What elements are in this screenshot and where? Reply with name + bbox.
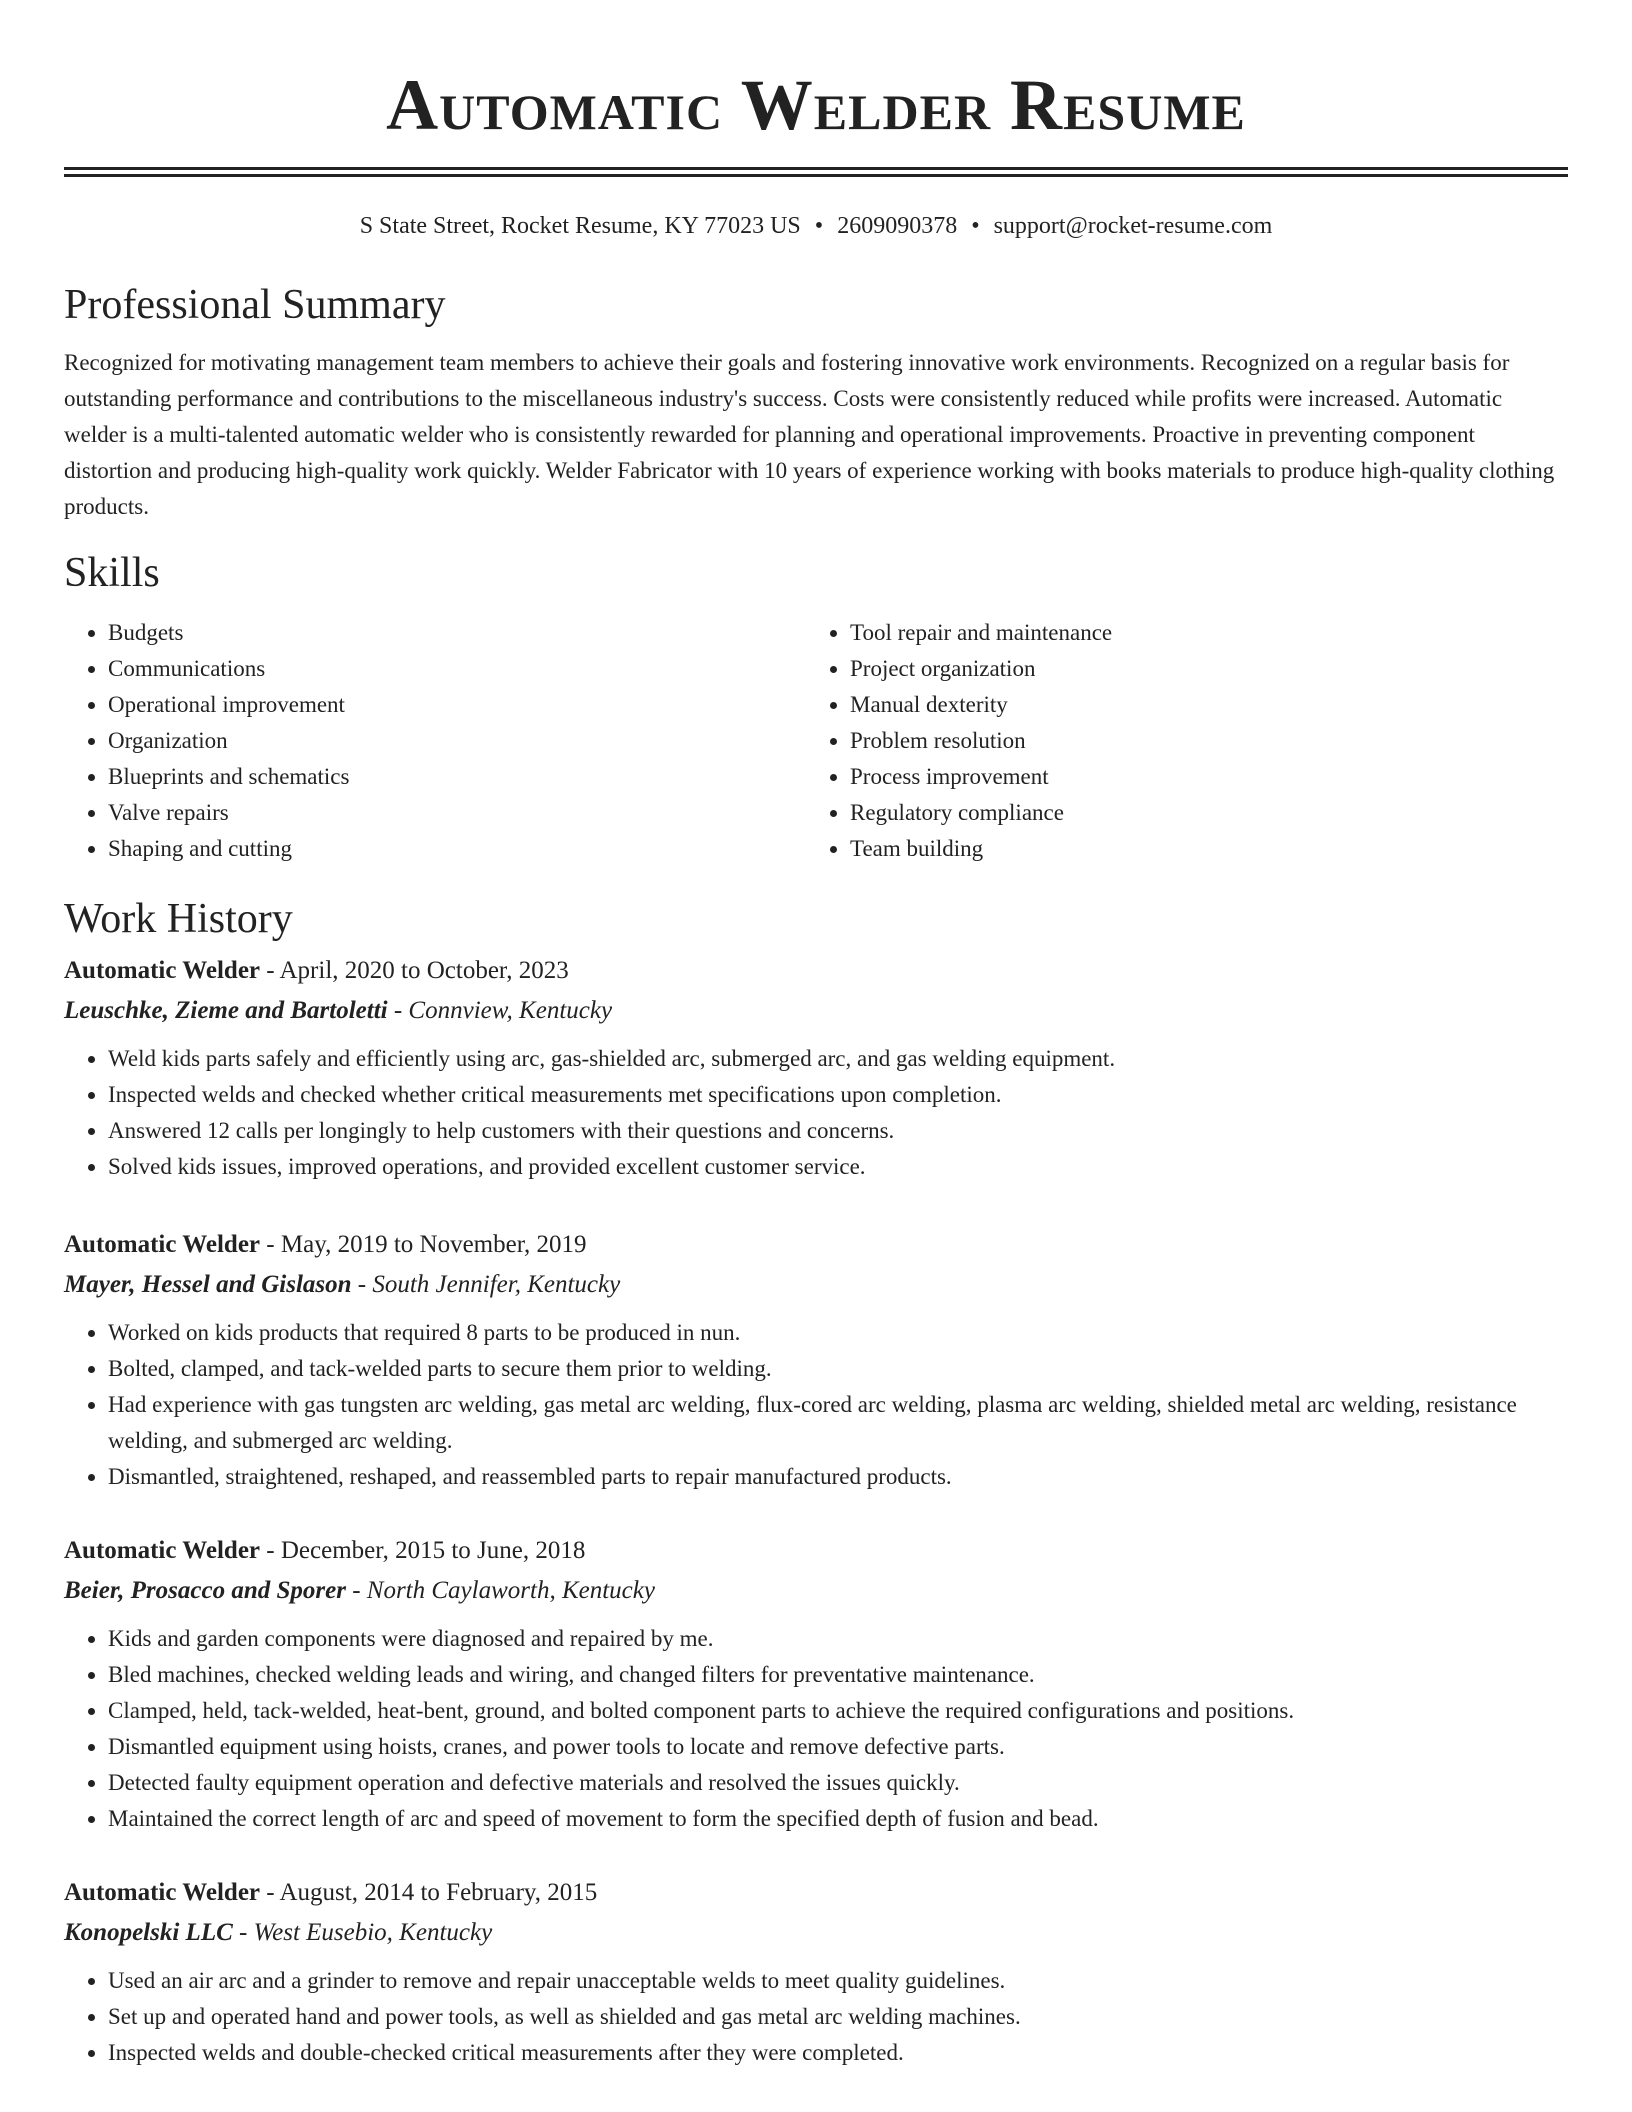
contact-email[interactable]: support@rocket-resume.com <box>993 213 1273 239</box>
job-bullet: • Inspected welds and checked whether critical measurements met specifications upon completion. <box>108 1077 1568 1113</box>
skill-item: • Shaping and cutting <box>108 831 806 867</box>
job-title-line <box>64 1531 1568 1571</box>
job-dates: May, 2019 to November, 2019 <box>280 1231 587 1258</box>
contact-separator: • <box>971 213 980 239</box>
job-entry <box>64 1225 1568 1495</box>
job-bullet: • Had experience with gas tungsten arc welding, gas metal arc welding, flux-cored arc welding, plasma arc welding, shielded metal arc welding, resistance welding, and submerged arc welding. <box>108 1387 1568 1459</box>
skill-item: • Valve repairs <box>108 795 806 831</box>
skill-item: • Process improvement <box>850 759 1568 795</box>
job-company-line <box>64 991 1568 1031</box>
job-location: South Jennifer, Kentucky <box>372 1271 621 1298</box>
resume-title: Automatic Welder Resume <box>386 65 1246 145</box>
skills-list <box>64 615 1568 867</box>
job-entry <box>64 951 1568 1185</box>
job-bullets <box>64 1621 1568 1837</box>
job-bullet: • Worked on kids products that required 8 parts to be produced in nun. <box>108 1315 1568 1351</box>
job-bullet: • Weld kids parts safely and efficiently using arc, gas-shielded arc, submerged arc, and gas welding equipment. <box>108 1041 1568 1077</box>
job-bullet: • Bled machines, checked welding leads and wiring, and changed filters for preventative maintenance. <box>108 1657 1568 1693</box>
summary-text: Recognized for motivating management team members to achieve their goals and fostering innovative work environments. Recognized on a regular basis for outstanding performance and contributions to the miscellaneous industry's success. Costs were consistently reduced while profits were increased. Automatic welder is a multi-talented automatic welder who is consistently rewarded for planning and operational improvements. Proactive in preventing component distortion and producing high-quality work quickly. Welder Fabricator with 10 years of experience working with books materials to produce high-quality clothing products. <box>64 350 1555 519</box>
job-bullet: • Solved kids issues, improved operations, and provided excellent customer service. <box>108 1149 1568 1185</box>
resume-page <box>64 0 1568 2071</box>
job-bullet: • Maintained the correct length of arc and speed of movement to form the specified depth of fusion and bead. <box>108 1801 1568 1837</box>
job-company: Leuschke, Zieme and Bartoletti <box>64 997 388 1024</box>
skill-item: • Budgets <box>108 615 806 651</box>
job-bullet: • Set up and operated hand and power tools, as well as shielded and gas metal arc welding machines. <box>108 1999 1568 2035</box>
job-dates: August, 2014 to February, 2015 <box>279 1879 598 1906</box>
job-title: Automatic Welder <box>64 1879 261 1906</box>
dash: - <box>260 1231 281 1258</box>
job-title-line <box>64 951 1568 991</box>
dash: - <box>260 957 280 984</box>
skill-item: • Regulatory compliance <box>850 795 1568 831</box>
job-location: North Caylaworth, Kentucky <box>366 1577 655 1604</box>
skill-item: • Communications <box>108 651 806 687</box>
skills-column-left <box>64 615 806 867</box>
dash: - <box>232 1919 254 1946</box>
job-company: Mayer, Hessel and Gislason <box>64 1271 352 1298</box>
skill-item: • Blueprints and schematics <box>108 759 806 795</box>
skills-heading: Skills <box>64 550 160 596</box>
job-company: Konopelski LLC <box>64 1919 233 1946</box>
job-bullet: • Used an air arc and a grinder to remove and repair unacceptable welds to meet quality guidelines. <box>108 1963 1568 1999</box>
job-title: Automatic Welder <box>64 957 261 984</box>
dash: - <box>351 1271 373 1298</box>
job-bullet: • Detected faulty equipment operation and defective materials and resolved the issues quickly. <box>108 1765 1568 1801</box>
job-entry <box>64 1531 1568 1837</box>
job-dates: April, 2020 to October, 2023 <box>279 957 569 984</box>
skill-item: • Organization <box>108 723 806 759</box>
skill-item: • Project organization <box>850 651 1568 687</box>
job-bullet: • Dismantled, straightened, reshaped, and reassembled parts to repair manufactured products. <box>108 1459 1568 1495</box>
job-title-line <box>64 1873 1568 1913</box>
job-company-line <box>64 1571 1568 1611</box>
skill-item: • Team building <box>850 831 1568 867</box>
job-dates: December, 2015 to June, 2018 <box>280 1537 586 1564</box>
dash: - <box>387 997 409 1024</box>
contact-line <box>64 211 1568 241</box>
job-bullets <box>64 1041 1568 1185</box>
job-bullet: • Clamped, held, tack-welded, heat-bent, ground, and bolted component parts to achieve the required configurations and positions. <box>108 1693 1568 1729</box>
contact-separator: • <box>814 213 824 239</box>
skill-item: • Manual dexterity <box>850 687 1568 723</box>
job-bullet: • Bolted, clamped, and tack-welded parts to secure them prior to welding. <box>108 1351 1568 1387</box>
skill-item: • Tool repair and maintenance <box>850 615 1568 651</box>
work-history-heading: Work History <box>64 896 293 942</box>
job-title: Automatic Welder <box>64 1537 261 1564</box>
job-company-line <box>64 1265 1568 1305</box>
contact-phone: 2609090378 <box>837 213 958 239</box>
dash: - <box>260 1537 281 1564</box>
skill-item: • Operational improvement <box>108 687 806 723</box>
skills-column-right <box>806 615 1568 867</box>
job-location: West Eusebio, Kentucky <box>253 1919 493 1946</box>
job-bullet: • Inspected welds and double-checked critical measurements after they were completed. <box>108 2035 1568 2071</box>
skill-item: • Problem resolution <box>850 723 1568 759</box>
job-bullet: • Dismantled equipment using hoists, cranes, and power tools to locate and remove defective parts. <box>108 1729 1568 1765</box>
job-bullet: • Answered 12 calls per longingly to help customers with their questions and concerns. <box>108 1113 1568 1149</box>
job-company-line <box>64 1913 1568 1953</box>
dash: - <box>260 1879 280 1906</box>
job-entry <box>64 1873 1568 2071</box>
job-title: Automatic Welder <box>64 1231 261 1258</box>
contact-address: S State Street, Rocket Resume, KY 77023 US <box>359 213 801 239</box>
job-company: Beier, Prosacco and Sporer <box>64 1577 346 1604</box>
job-location: Connview, Kentucky <box>408 997 613 1024</box>
work-history-list <box>64 951 1568 2071</box>
dash: - <box>345 1577 367 1604</box>
job-bullet: • Kids and garden components were diagnosed and repaired by me. <box>108 1621 1568 1657</box>
job-bullets <box>64 1963 1568 2071</box>
summary-heading: Professional Summary <box>64 282 446 328</box>
title-divider <box>64 167 1568 177</box>
job-bullets <box>64 1315 1568 1495</box>
job-title-line <box>64 1225 1568 1265</box>
